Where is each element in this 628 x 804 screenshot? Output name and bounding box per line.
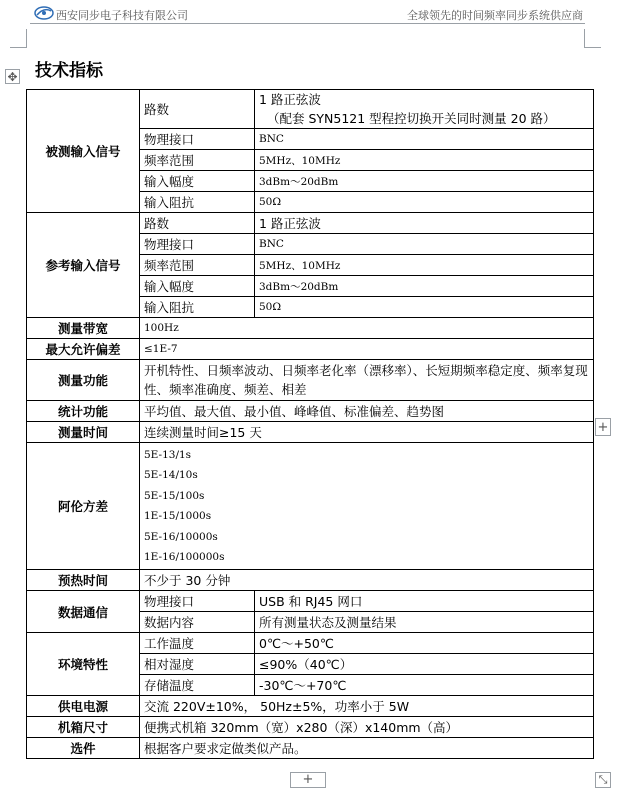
data-comm-header: 数据通信	[27, 591, 140, 633]
bandwidth-header: 测量带宽	[27, 318, 140, 339]
statistics-value: 平均值、最大值、最小值、峰峰值、标准偏差、趋势图	[140, 401, 594, 422]
table-row	[27, 591, 594, 612]
table-row	[27, 318, 594, 339]
chassis-value: 便携式机箱 320mm（宽）x280（深）x140mm（高）	[140, 717, 594, 738]
page-header	[30, 6, 585, 24]
row-value: 1 路正弦波	[255, 213, 594, 234]
bandwidth-value: 100Hz	[140, 318, 594, 339]
company-logo	[34, 6, 54, 20]
row-value: BNC	[255, 234, 594, 255]
environment-header: 环境特性	[27, 633, 140, 696]
row-value: 50Ω	[255, 297, 594, 318]
row-value: -30℃～+70℃	[255, 675, 594, 696]
row-label: 路数	[140, 90, 255, 129]
row-label: 存储温度	[140, 675, 255, 696]
row-value: BNC	[255, 129, 594, 150]
warmup-value: 不少于 30 分钟	[140, 570, 594, 591]
row-label: 输入幅度	[140, 276, 255, 297]
options-value: 根据客户要求定做类似产品。	[140, 738, 594, 759]
table-row	[27, 633, 594, 654]
measure-time-header: 测量时间	[27, 422, 140, 443]
spec-table	[26, 89, 594, 759]
allan-value: 5E-13/1s	[144, 448, 192, 461]
row-value: ≤90%（40℃）	[255, 654, 594, 675]
row-label: 路数	[140, 213, 255, 234]
row-value: 0℃～+50℃	[255, 633, 594, 654]
max-deviation-header: 最大允许偏差	[27, 339, 140, 360]
row-label: 输入幅度	[140, 171, 255, 192]
row-label: 输入阻抗	[140, 192, 255, 213]
allan-value: 1E-16/100000s	[144, 551, 225, 563]
functions-header: 测量功能	[27, 360, 140, 401]
row-value: 50Ω	[255, 192, 594, 213]
company-name: 西安同步电子科技有限公司	[56, 9, 188, 22]
table-row	[27, 717, 594, 738]
power-value: 交流 220V±10%， 50Hz±5%，功率小于 5W	[140, 696, 594, 717]
row-label: 频率范围	[140, 150, 255, 171]
allan-values	[140, 443, 594, 570]
add-row-icon[interactable]: +	[290, 772, 326, 788]
functions-value: 开机特性、日频率波动、日频率老化率（漂移率）、长短期频率稳定度、频率复现性、频率准确度、频差、相差	[140, 360, 594, 401]
max-deviation-value: ≤1E-7	[140, 339, 594, 360]
table-row	[27, 738, 594, 759]
row-label: 输入阻抗	[140, 297, 255, 318]
power-header: 供电电源	[27, 696, 140, 717]
allan-value: 5E-16/10000s	[144, 530, 218, 543]
crop-mark-right	[584, 29, 601, 48]
table-row	[27, 401, 594, 422]
table-resize-icon[interactable]: ⤡	[595, 772, 611, 788]
allan-value: 5E-14/10s	[144, 469, 198, 481]
table-row	[27, 90, 594, 129]
statistics-header: 统计功能	[27, 401, 140, 422]
row-label: 相对湿度	[140, 654, 255, 675]
row-value	[255, 90, 594, 129]
table-row	[27, 696, 594, 717]
row-label: 物理接口	[140, 129, 255, 150]
measured-input-header: 被测输入信号	[27, 90, 140, 213]
options-header: 选件	[27, 738, 140, 759]
crop-mark-left	[10, 29, 27, 48]
row-label: 物理接口	[140, 591, 255, 612]
row-value: 3dBm～20dBm	[255, 276, 594, 297]
add-column-icon[interactable]: +	[595, 418, 611, 436]
table-move-icon[interactable]: ✥	[5, 69, 20, 84]
row-label: 数据内容	[140, 612, 255, 633]
table-row	[27, 339, 594, 360]
table-row	[27, 360, 594, 401]
chassis-header: 机箱尺寸	[27, 717, 140, 738]
row-value: 3dBm～20dBm	[255, 171, 594, 192]
channel-count-line1: 1 路正弦波	[259, 92, 321, 107]
table-row	[27, 570, 594, 591]
row-label: 工作温度	[140, 633, 255, 654]
row-value: 5MHz、10MHz	[255, 150, 594, 171]
allan-header: 阿伦方差	[27, 443, 140, 570]
company-slogan: 全球领先的时间频率同步系统供应商	[407, 9, 583, 22]
section-title: 技术指标	[35, 61, 103, 81]
row-value: USB 和 RJ45 网口	[255, 591, 594, 612]
row-value: 所有测量状态及测量结果	[255, 612, 594, 633]
table-row	[27, 213, 594, 234]
reference-input-header: 参考输入信号	[27, 213, 140, 318]
measure-time-value: 连续测量时间≥15 天	[140, 422, 594, 443]
channel-count-line2: （配套 SYN5121 型程控切换开关同时测量 20 路）	[267, 111, 556, 126]
row-label: 物理接口	[140, 234, 255, 255]
allan-value: 1E-15/1000s	[144, 510, 212, 522]
allan-value: 5E-15/100s	[144, 489, 205, 502]
table-row	[27, 422, 594, 443]
row-value: 5MHz、10MHz	[255, 255, 594, 276]
table-row	[27, 443, 594, 570]
warmup-header: 预热时间	[27, 570, 140, 591]
row-label: 频率范围	[140, 255, 255, 276]
